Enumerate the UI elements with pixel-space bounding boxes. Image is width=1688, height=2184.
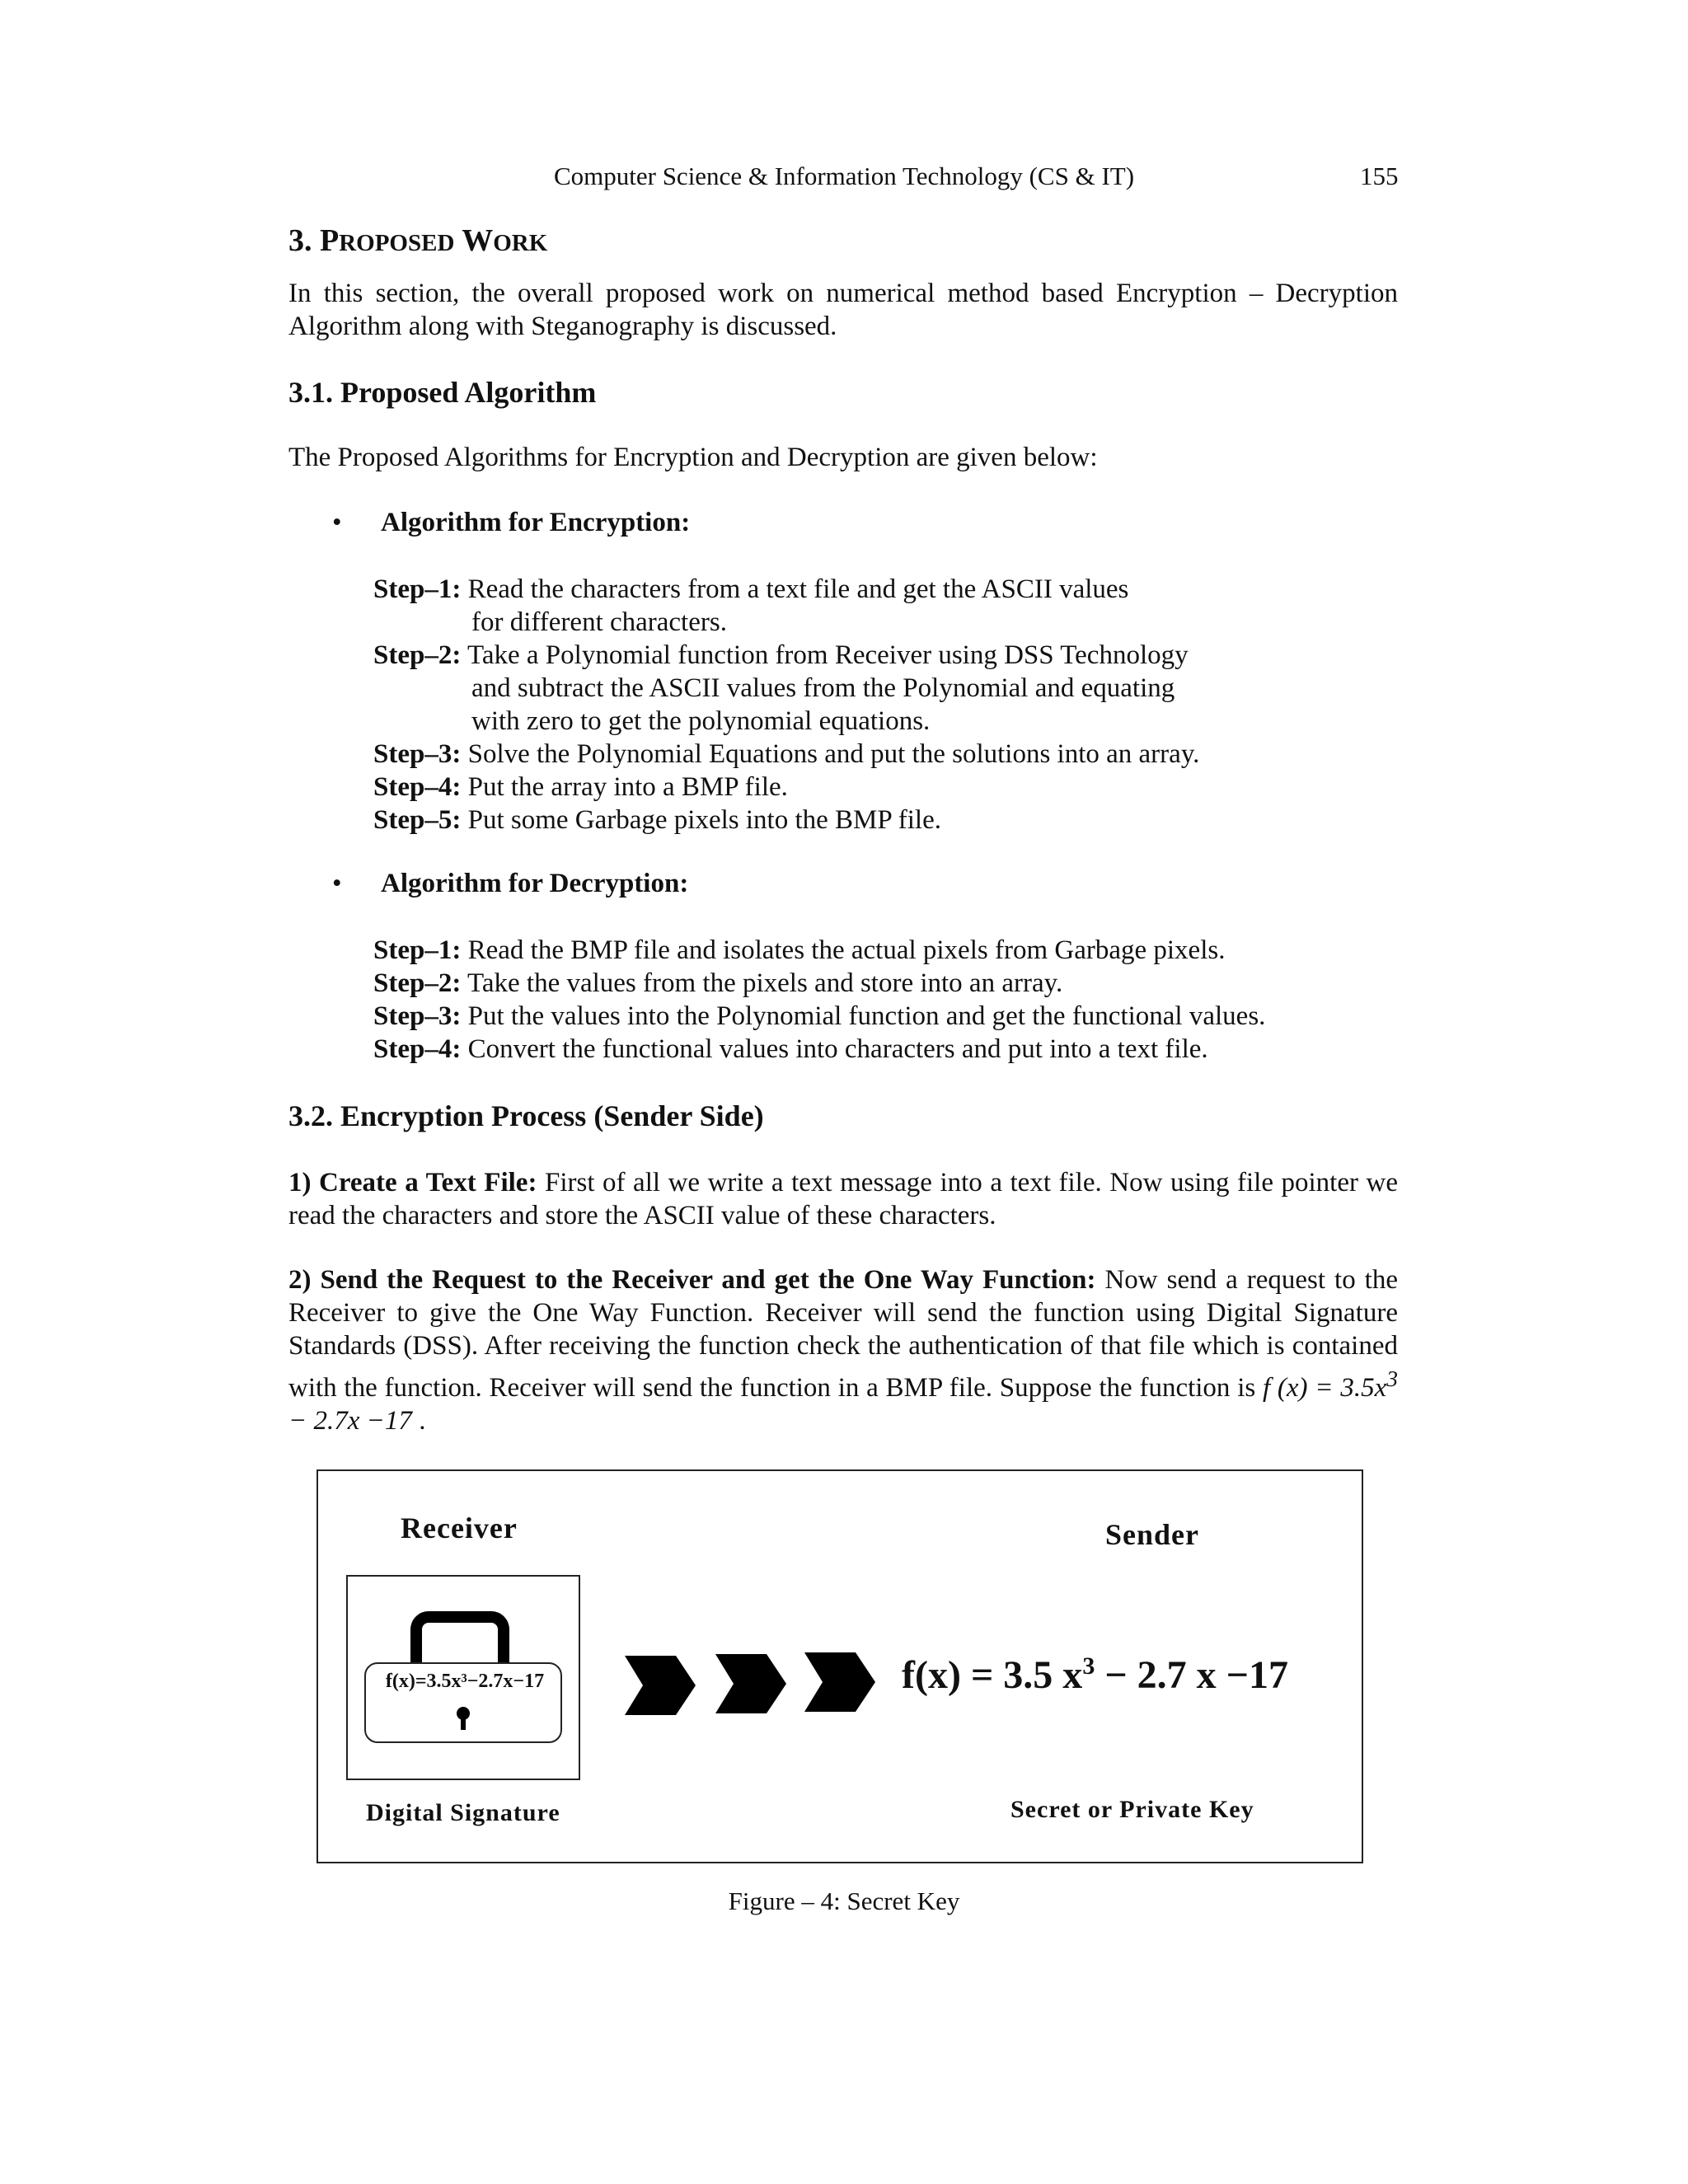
section-title-cap1: P bbox=[320, 223, 340, 258]
decryption-label: Algorithm for Decryption: bbox=[381, 869, 689, 898]
section-title-rest1: ROPOSED bbox=[339, 230, 455, 256]
secret-function: f(x) = 3.5 $x^3 - 2.7$ x −17 bbox=[902, 1652, 1289, 1697]
section-intro: In this section, the overall proposed work on numerical method based Encryption – Decryption Algorithm along with Steganography is discussed. bbox=[288, 279, 1398, 341]
figure-caption: Figure – 4: Secret Key bbox=[728, 1886, 960, 1915]
enc-step-4: Step–4: Put the array into a BMP file. bbox=[373, 772, 788, 802]
paragraph-create-text-file: 1) Create a Text File: First of all we write a text message into a text file. Now using file pointer we read the characters and store the ASCII value of these characters. bbox=[288, 1168, 1399, 1230]
dec-step-2: Step–2: Take the values from the pixels and store into an array. bbox=[373, 968, 1063, 998]
receiver-label: Receiver bbox=[401, 1511, 518, 1544]
running-head: Computer Science & Information Technology (CS & IT) bbox=[553, 162, 1135, 190]
enc-step-2-cont-2: with zero to get the polynomial equations. bbox=[471, 706, 931, 736]
enc-step-1-cont: for different characters. bbox=[471, 607, 727, 637]
algorithms-intro: The Proposed Algorithms for Encryption and Decryption are given below: bbox=[288, 443, 1098, 472]
digital-signature-box bbox=[346, 1575, 580, 1780]
section-title-cap2: W bbox=[462, 223, 494, 258]
digital-signature-label: Digital Signature bbox=[366, 1799, 560, 1826]
enc-step-2-cont-1: and subtract the ASCII values from the Polynomial and equating bbox=[471, 673, 1175, 703]
enc-step-3: Step–3: Solve the Polynomial Equations and put the solutions into an array. bbox=[373, 739, 1200, 769]
inline-formula: f $(x) = 3.5x^3 - 2.7x -17$ bbox=[288, 1366, 1398, 1436]
sender-label: Sender bbox=[1105, 1518, 1199, 1551]
section-number: 3. bbox=[288, 223, 312, 258]
page-number: 155 bbox=[1360, 162, 1399, 190]
chevron-arrow-icon bbox=[715, 1654, 786, 1713]
keyhole-stem-icon bbox=[461, 1715, 466, 1730]
lock-shackle-icon bbox=[410, 1611, 509, 1667]
lock-function: f(x)=3.5x³−2.7x−17 bbox=[385, 1671, 545, 1692]
dec-step-1: Step–1: Read the BMP file and isolates the actual pixels from Garbage pixels. bbox=[373, 935, 1226, 965]
section-title-rest2: ORK bbox=[493, 230, 548, 256]
paragraph-send-request: 2) Send the Request to the Receiver and get the One Way Function: Now send a request to the Receiver to give the One Way Function. Receiver will send the function using Digital Signature Standards (DSS). After receiving the function check the authentication of that file which is contained with the function. Receiver will send the function in a BMP file. Suppose the function is f $(x) = 3.5x^3 - 2.7x -17$ . bbox=[288, 1265, 1398, 1436]
bullet-icon: • bbox=[332, 869, 342, 898]
encryption-steps bbox=[373, 573, 1445, 837]
decryption-steps bbox=[373, 934, 1445, 1066]
enc-step-5: Step–5: Put some Garbage pixels into the BMP file. bbox=[373, 805, 941, 835]
section-heading bbox=[288, 223, 547, 259]
lock-icon bbox=[364, 1662, 562, 1743]
dec-step-4: Step–4: Convert the functional values into characters and put into a text file. bbox=[373, 1034, 1208, 1064]
chevron-arrow-icon bbox=[625, 1656, 696, 1715]
figure-secret-key bbox=[316, 1469, 1363, 1863]
subsection-title-3-2: 3.2. Encryption Process (Sender Side) bbox=[288, 1099, 764, 1132]
dec-step-3: Step–3: Put the values into the Polynomial function and get the functional values. bbox=[373, 1001, 1266, 1031]
enc-step-2: Step–2: Take a Polynomial function from Receiver using DSS Technology bbox=[373, 640, 1189, 670]
encryption-label: Algorithm for Encryption: bbox=[381, 508, 691, 537]
secret-key-label: Secret or Private Key bbox=[1010, 1796, 1254, 1823]
subsection-title-3-1: 3.1. Proposed Algorithm bbox=[288, 376, 597, 409]
enc-step-1: Step–1: Read the characters from a text file and get the ASCII values bbox=[373, 574, 1129, 604]
bullet-icon: • bbox=[332, 508, 342, 537]
chevron-arrow-icon bbox=[804, 1652, 875, 1712]
